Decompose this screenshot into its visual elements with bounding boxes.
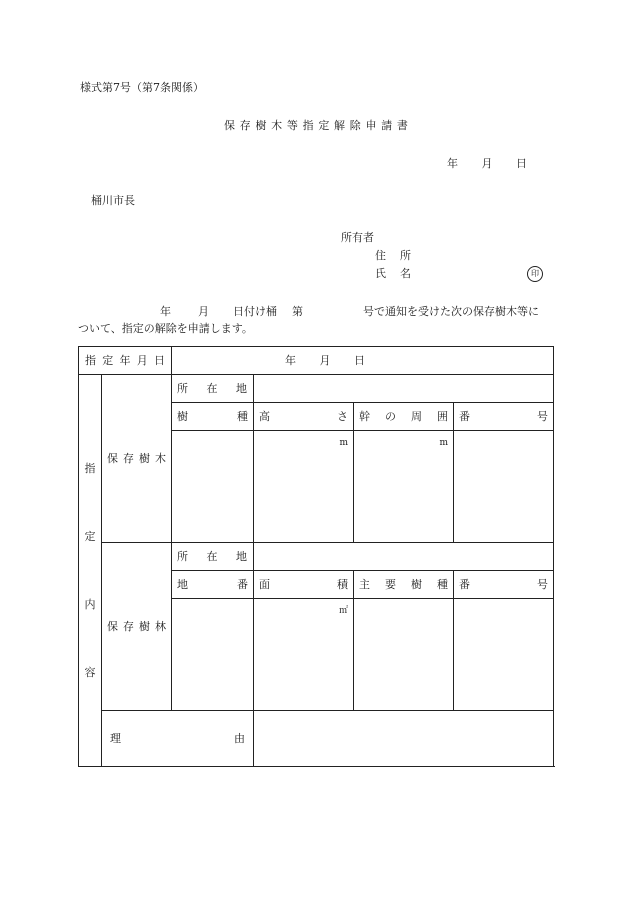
tree-species-header: 樹 種 <box>172 403 254 431</box>
forest-area-header: 面 積 <box>254 571 354 599</box>
form-number: 様式第7号（第7条関係） <box>80 81 204 94</box>
tree-section-label: 保 存 樹 木 <box>102 375 172 543</box>
application-date: 年 月 日 <box>447 157 527 170</box>
forest-lot-field[interactable] <box>172 599 254 711</box>
forest-number-header: 番 号 <box>454 571 554 599</box>
body-line-1: 年 月 日付け桶 第 号で通知を受けた次の保存樹木等に <box>160 305 539 318</box>
designation-date-field[interactable]: 年 月 日 <box>172 347 554 375</box>
forest-species-field[interactable] <box>354 599 454 711</box>
tree-species-field[interactable] <box>172 431 254 543</box>
forest-section-label: 保 存 樹 林 <box>102 543 172 711</box>
name-label: 氏 名 <box>375 267 411 280</box>
tree-girth-field[interactable] <box>354 431 454 543</box>
tree-girth-header: 幹 の 周 囲 <box>354 403 454 431</box>
forest-area-field[interactable] <box>254 599 354 711</box>
reason-label: 理 由 <box>102 711 254 767</box>
designation-release-table <box>78 346 554 767</box>
girth-unit: m <box>439 438 448 448</box>
height-unit: m <box>339 438 348 448</box>
designation-date-label: 指 定 年 月 日 <box>79 347 172 375</box>
owner-label: 所有者 <box>341 231 374 244</box>
forest-location-label: 所 在 地 <box>172 543 254 571</box>
forest-lot-header: 地 番 <box>172 571 254 599</box>
forest-species-header: 主 要 樹 種 <box>354 571 454 599</box>
tree-location-field[interactable] <box>254 375 554 403</box>
document-title: 保 存 樹 木 等 指 定 解 除 申 請 書 <box>224 119 408 132</box>
tree-height-field[interactable] <box>254 431 354 543</box>
reason-field[interactable] <box>254 711 554 767</box>
area-unit: ㎡ <box>338 606 348 616</box>
forest-location-field[interactable] <box>254 543 554 571</box>
tree-number-field[interactable] <box>454 431 554 543</box>
forest-number-field[interactable] <box>454 599 554 711</box>
tree-number-header: 番 号 <box>454 403 554 431</box>
body-line-2: ついて、指定の解除を申請します。 <box>78 322 253 335</box>
seal-mark: 印 <box>527 266 543 282</box>
tree-height-header: 高 さ <box>254 403 354 431</box>
designation-content-label: 指 定 内 容 <box>79 375 102 767</box>
address-label: 住 所 <box>375 249 411 262</box>
addressee: 桶川市長 <box>91 194 135 207</box>
tree-location-label: 所 在 地 <box>172 375 254 403</box>
